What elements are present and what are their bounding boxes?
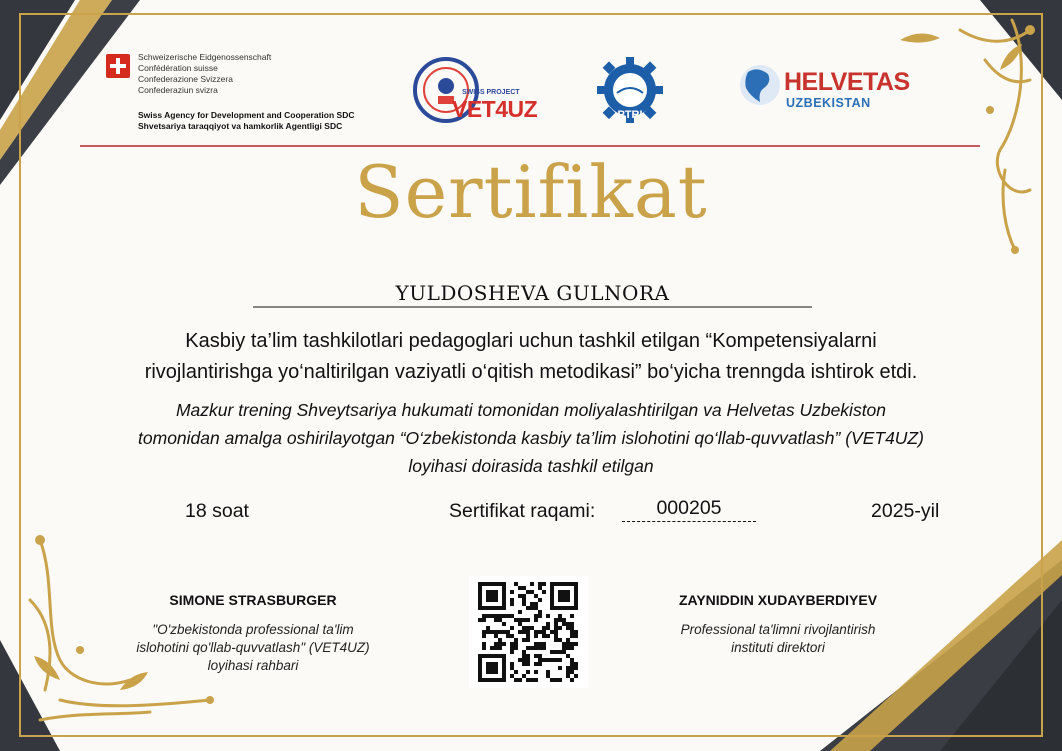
- role-line: Professional ta'limni rivojlantirish: [680, 622, 876, 637]
- description-line: Mazkur trening Shveytsariya hukumati tomonidan moliyalashtirilgan va Helvetas Uzbekiston: [175, 400, 887, 420]
- sdc-line: Confederazione Svizzera: [138, 74, 233, 84]
- left-signatory-role: [100, 621, 406, 675]
- sdc-line: Schweizerische Eidgenossenschaft: [138, 52, 272, 62]
- body-text: [40, 326, 1022, 388]
- left-signatory-name: SIMONE STRASBURGER: [169, 592, 337, 608]
- helvetas-sub: UZBEKISTAN: [786, 96, 871, 110]
- sdc-agency: [138, 110, 354, 132]
- body-line: rivojlantirishga yo‘naltirilgan vaziyatli o‘qitish metodikasi” bo‘yicha trenngda ishtirok etdi.: [144, 361, 918, 383]
- sdc-line: Confédération suisse: [138, 63, 218, 73]
- sdc-names: [138, 52, 271, 96]
- sdc-line: Confederaziun svizra: [138, 85, 218, 95]
- sdc-agency-line: Swiss Agency for Development and Cooperation SDC: [138, 110, 355, 120]
- helvetas-globe-icon: [738, 62, 782, 108]
- certificate-title: Sertifikat: [354, 150, 708, 234]
- description-line: tomonidan amalga oshirilayotgan “O‘zbekistonda kasbiy ta’lim islohotini qo‘llab-quvvatlash” (VET4UZ): [138, 428, 924, 448]
- hours: 18 soat: [185, 500, 249, 522]
- right-signatory-name: ZAYNIDDIN XUDAYBERDIYEV: [678, 592, 878, 608]
- description-line: loyihasi doirasida tashkil etilgan: [408, 456, 654, 476]
- role-line: loyihasi rahbari: [207, 658, 299, 673]
- ptri-name: PTRI: [617, 109, 643, 121]
- swiss-flag-icon: [106, 54, 130, 78]
- role-line: "O'zbekistonda professional ta'lim: [152, 622, 354, 637]
- qr-code: [469, 576, 588, 688]
- certificate-number-label: Sertifikat raqami:: [449, 500, 596, 522]
- project-description: [40, 396, 1022, 480]
- vet4uz-name: VET4UZ: [452, 96, 538, 122]
- certificate-number: 000205: [622, 497, 756, 522]
- right-signatory-role: [620, 621, 936, 657]
- sdc-agency-line: Shvetsariya taraqqiyot va hamkorlik Agentligi SDC: [138, 121, 343, 131]
- qr-code-graphic: [469, 576, 588, 688]
- helvetas-name: HELVETAS: [784, 68, 910, 96]
- vet4uz-small: SWISS PROJECT: [462, 89, 520, 96]
- role-line: islohotini qo'llab-quvvatlash" (VET4UZ): [136, 640, 370, 655]
- recipient-name: YULDOSHEVA GULNORA: [395, 281, 670, 305]
- role-line: instituti direktori: [731, 640, 825, 655]
- year: 2025-yil: [871, 500, 940, 522]
- body-line: Kasbiy ta’lim tashkilotlari pedagoglari uchun tashkil etilgan “Kompetensiyalarni: [185, 330, 877, 352]
